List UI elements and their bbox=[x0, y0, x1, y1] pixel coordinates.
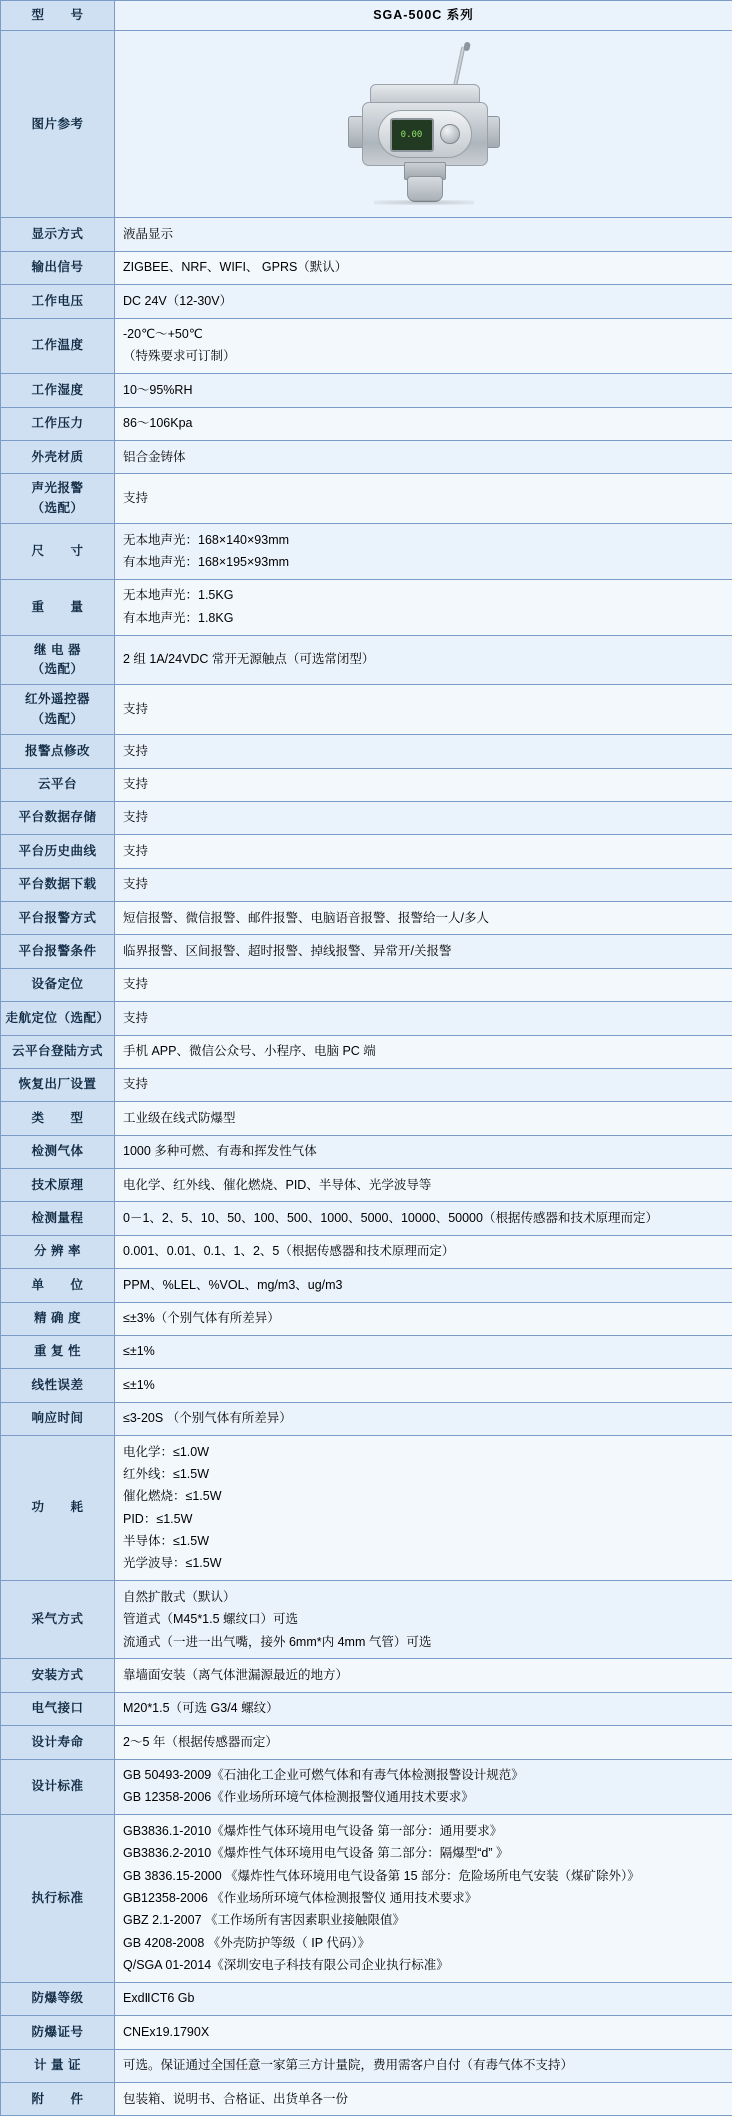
row-value bbox=[115, 835, 732, 868]
row-label: 安装方式 bbox=[1, 1659, 115, 1692]
row-value-line: M20*1.5（可选 G3/4 螺纹） bbox=[123, 1698, 724, 1720]
row-value bbox=[115, 2016, 732, 2049]
table-row bbox=[1, 635, 732, 685]
row-value-line: 红外线：≤1.5W bbox=[123, 1463, 724, 1485]
row-label: 工作压力 bbox=[1, 407, 115, 440]
row-value-line: ZIGBEE、NRF、WIFI、 GPRS（默认） bbox=[123, 257, 724, 279]
row-label: 外壳材质 bbox=[1, 441, 115, 474]
row-value bbox=[115, 935, 732, 968]
table-row bbox=[1, 1235, 732, 1268]
table-row bbox=[1, 1402, 732, 1435]
row-value-line: 86～106Kpa bbox=[123, 413, 724, 435]
row-value bbox=[115, 579, 732, 635]
row-value-model: SGA-500C 系列 bbox=[115, 1, 732, 31]
row-value-line: GB 12358-2006《作业场所环境气体检测报警仪通用技术要求》 bbox=[123, 1787, 724, 1809]
table-row bbox=[1, 1169, 732, 1202]
row-value bbox=[115, 1726, 732, 1759]
row-value-line: PID：≤1.5W bbox=[123, 1508, 724, 1530]
row-label: 平台报警方式 bbox=[1, 902, 115, 935]
row-value-line: 无本地声光：168×140×93mm bbox=[123, 529, 724, 551]
row-value-line: GBZ 2.1-2007 《工作场所有害因素职业接触限值》 bbox=[123, 1910, 724, 1932]
row-value-image bbox=[115, 31, 732, 218]
row-label: 防爆等级 bbox=[1, 1982, 115, 2015]
row-value-line: 工业级在线式防爆型 bbox=[123, 1107, 724, 1129]
row-value-line: GB12358-2006 《作业场所环境气体检测报警仪 通用技术要求》 bbox=[123, 1887, 724, 1909]
row-value-line: 短信报警、微信报警、邮件报警、电脑语音报警、报警给一人/多人 bbox=[123, 907, 724, 929]
row-value-line: 10～95%RH bbox=[123, 379, 724, 401]
row-label: 技术原理 bbox=[1, 1169, 115, 1202]
row-value-line: ≤±3%（个别气体有所差异） bbox=[123, 1308, 724, 1330]
row-value bbox=[115, 1035, 732, 1068]
row-value bbox=[115, 318, 732, 374]
table-row bbox=[1, 1002, 732, 1035]
row-label: 类 型 bbox=[1, 1102, 115, 1135]
row-value-line: GB3836.1-2010《爆炸性气体环境用电气设备 第一部分：通用要求》 bbox=[123, 1820, 724, 1842]
row-value-line: 液晶显示 bbox=[123, 223, 724, 245]
row-label: 显示方式 bbox=[1, 218, 115, 251]
row-label: 平台历史曲线 bbox=[1, 835, 115, 868]
row-value bbox=[115, 685, 732, 735]
row-value-line: 有本地声光：168×195×93mm bbox=[123, 552, 724, 574]
row-value-line: ≤3-20S （个别气体有所差异） bbox=[123, 1408, 724, 1430]
device-knob bbox=[440, 124, 460, 144]
table-row bbox=[1, 474, 732, 524]
row-label-image: 图片参考 bbox=[1, 31, 115, 218]
row-label: 采气方式 bbox=[1, 1581, 115, 1659]
row-value-line: ExdⅡCT6 Gb bbox=[123, 1988, 724, 2010]
row-value-line: GB 3836.15-2000 《爆炸性气体环境用电气设备第 15 部分：危险场所电气安装（煤矿除外）》 bbox=[123, 1865, 724, 1887]
table-row bbox=[1, 1982, 732, 2015]
row-label: 平台报警条件 bbox=[1, 935, 115, 968]
row-value bbox=[115, 374, 732, 407]
row-value-line: GB3836.2-2010《爆炸性气体环境用电气设备 第二部分：隔爆型“d” 》 bbox=[123, 1843, 724, 1865]
table-row bbox=[1, 285, 732, 318]
row-value bbox=[115, 1302, 732, 1335]
table-row bbox=[1, 1068, 732, 1101]
row-value bbox=[115, 1135, 732, 1168]
table-row bbox=[1, 1659, 732, 1692]
row-value-line: 0.001、0.01、0.1、1、2、5（根据传感器和技术原理而定） bbox=[123, 1241, 724, 1263]
table-row bbox=[1, 579, 732, 635]
table-row bbox=[1, 1369, 732, 1402]
row-value-line: 支持 bbox=[123, 1007, 724, 1029]
table-row bbox=[1, 902, 732, 935]
row-label: 重 量 bbox=[1, 579, 115, 635]
row-label: 云平台登陆方式 bbox=[1, 1035, 115, 1068]
row-value bbox=[115, 1202, 732, 1235]
row-value bbox=[115, 1369, 732, 1402]
row-value-line: 支持 bbox=[123, 874, 724, 896]
row-value-line: 管道式（M45*1.5 螺纹口）可选 bbox=[123, 1609, 724, 1631]
row-value bbox=[115, 1436, 732, 1581]
row-value-line: 有本地声光：1.8KG bbox=[123, 607, 724, 629]
row-value bbox=[115, 1269, 732, 1302]
table-row bbox=[1, 407, 732, 440]
row-value-line: 支持 bbox=[123, 740, 724, 762]
table-row bbox=[1, 735, 732, 768]
row-label: 单 位 bbox=[1, 1269, 115, 1302]
row-value bbox=[115, 635, 732, 685]
row-value-line: 半导体：≤1.5W bbox=[123, 1531, 724, 1553]
table-row bbox=[1, 2016, 732, 2049]
row-value bbox=[115, 1102, 732, 1135]
row-value-line: 靠墙面安装（离气体泄漏源最近的地方） bbox=[123, 1664, 724, 1686]
row-label: 计 量 证 bbox=[1, 2049, 115, 2082]
row-label: 精 确 度 bbox=[1, 1302, 115, 1335]
row-value-line: （特殊要求可订制） bbox=[123, 346, 724, 368]
row-label: 检测气体 bbox=[1, 1135, 115, 1168]
row-value-line: ≤±1% bbox=[123, 1341, 724, 1363]
row-value bbox=[115, 524, 732, 580]
table-row bbox=[1, 768, 732, 801]
row-value bbox=[115, 474, 732, 524]
row-value bbox=[115, 1692, 732, 1725]
row-value-line: CNEx19.1790X bbox=[123, 2021, 724, 2043]
table-row bbox=[1, 1726, 732, 1759]
row-label: 电气接口 bbox=[1, 1692, 115, 1725]
row-value bbox=[115, 1002, 732, 1035]
table-row bbox=[1, 868, 732, 901]
table-row bbox=[1, 441, 732, 474]
row-label-model: 型 号 bbox=[1, 1, 115, 31]
row-label: 报警点修改 bbox=[1, 735, 115, 768]
row-value-line: 支持 bbox=[123, 807, 724, 829]
row-label: 防爆证号 bbox=[1, 2016, 115, 2049]
row-value bbox=[115, 968, 732, 1001]
row-value bbox=[115, 801, 732, 834]
row-label: 工作电压 bbox=[1, 285, 115, 318]
table-row bbox=[1, 1302, 732, 1335]
row-value bbox=[115, 1169, 732, 1202]
row-value bbox=[115, 735, 732, 768]
row-label: 附 件 bbox=[1, 2083, 115, 2116]
row-value-line: -20℃～+50℃ bbox=[123, 324, 724, 346]
row-label: 工作湿度 bbox=[1, 374, 115, 407]
table-row bbox=[1, 935, 732, 968]
table-row bbox=[1, 685, 732, 735]
table-row bbox=[1, 801, 732, 834]
row-value-line: ≤±1% bbox=[123, 1374, 724, 1396]
row-value-line: GB 50493-2009《石油化工企业可燃气体和有毒气体检测报警设计规范》 bbox=[123, 1765, 724, 1787]
row-label: 尺 寸 bbox=[1, 524, 115, 580]
row-label: 检测量程 bbox=[1, 1202, 115, 1235]
row-value-line: 自然扩散式（默认） bbox=[123, 1586, 724, 1608]
row-label: 声光报警 （选配） bbox=[1, 474, 115, 524]
row-label: 执行标准 bbox=[1, 1815, 115, 1983]
row-label: 云平台 bbox=[1, 768, 115, 801]
row-value-line: 无本地声光：1.5KG bbox=[123, 585, 724, 607]
row-value-line: 电化学、红外线、催化燃烧、PID、半导体、光学波导等 bbox=[123, 1174, 724, 1196]
table-row bbox=[1, 1436, 732, 1581]
row-value bbox=[115, 1068, 732, 1101]
table-row bbox=[1, 2083, 732, 2116]
row-label: 设计寿命 bbox=[1, 1726, 115, 1759]
row-value-line: GB 4208-2008 《外壳防护等级（ IP 代码）》 bbox=[123, 1932, 724, 1954]
row-label: 重 复 性 bbox=[1, 1335, 115, 1368]
screen-reading: 0.00 bbox=[392, 120, 432, 150]
row-value bbox=[115, 768, 732, 801]
row-label: 线性误差 bbox=[1, 1369, 115, 1402]
table-row bbox=[1, 1269, 732, 1302]
row-value-line: 流通式（一进一出气嘴，接外 6mm*内 4mm 气管）可选 bbox=[123, 1631, 724, 1653]
row-label: 平台数据存储 bbox=[1, 801, 115, 834]
row-value bbox=[115, 1982, 732, 2015]
row-label: 平台数据下载 bbox=[1, 868, 115, 901]
row-value-line: 手机 APP、微信公众号、小程序、电脑 PC 端 bbox=[123, 1041, 724, 1063]
row-value-line: 2 组 1A/24VDC 常开无源触点（可选常闭型） bbox=[123, 649, 724, 671]
row-label: 恢复出厂设置 bbox=[1, 1068, 115, 1101]
row-value-line: 0－1、2、5、10、50、100、500、1000、5000、10000、50000（根据传感器和技术原理而定） bbox=[123, 1207, 724, 1229]
row-value bbox=[115, 2049, 732, 2082]
row-value bbox=[115, 1235, 732, 1268]
row-value bbox=[115, 1815, 732, 1983]
table-row bbox=[1, 1202, 732, 1235]
table-row bbox=[1, 1135, 732, 1168]
table-row bbox=[1, 835, 732, 868]
table-row-model bbox=[1, 1, 732, 31]
table-row bbox=[1, 374, 732, 407]
row-value-line: 电化学：≤1.0W bbox=[123, 1441, 724, 1463]
row-value-line: 2～5 年（根据传感器而定） bbox=[123, 1731, 724, 1753]
row-value-line: 铝合金铸体 bbox=[123, 446, 724, 468]
drop-shadow bbox=[374, 200, 474, 205]
row-label: 设备定位 bbox=[1, 968, 115, 1001]
row-value-line: 支持 bbox=[123, 974, 724, 996]
row-value-line: Q/SGA 01-2014《深圳安电子科技有限公司企业执行标准》 bbox=[123, 1955, 724, 1977]
row-label: 走航定位（选配） bbox=[1, 1002, 115, 1035]
row-label: 工作温度 bbox=[1, 318, 115, 374]
row-value-line: 1000 多种可燃、有毒和挥发性气体 bbox=[123, 1141, 724, 1163]
row-value bbox=[115, 868, 732, 901]
table-row bbox=[1, 968, 732, 1001]
row-label: 功 耗 bbox=[1, 1436, 115, 1581]
row-value-line: 支持 bbox=[123, 488, 724, 510]
row-label: 红外遥控器 （选配） bbox=[1, 685, 115, 735]
row-value-line: 可选。保证通过全国任意一家第三方计量院，费用需客户自付（有毒气体不支持） bbox=[123, 2055, 724, 2077]
row-label: 输出信号 bbox=[1, 251, 115, 284]
row-value bbox=[115, 1402, 732, 1435]
table-row-image bbox=[1, 31, 732, 218]
row-value bbox=[115, 441, 732, 474]
row-value bbox=[115, 285, 732, 318]
row-value bbox=[115, 2083, 732, 2116]
table-row bbox=[1, 1102, 732, 1135]
row-value-line: 催化燃烧：≤1.5W bbox=[123, 1486, 724, 1508]
row-value bbox=[115, 902, 732, 935]
antenna-tip-icon bbox=[463, 41, 471, 51]
table-row bbox=[1, 1815, 732, 1983]
gas-detector-image bbox=[304, 40, 544, 205]
row-value-line: 临界报警、区间报警、超时报警、掉线报警、异常开/关报警 bbox=[123, 940, 724, 962]
device-screen bbox=[390, 118, 434, 152]
row-value-line: 支持 bbox=[123, 1074, 724, 1096]
table-row bbox=[1, 1335, 732, 1368]
table-row bbox=[1, 1759, 732, 1815]
row-value bbox=[115, 1335, 732, 1368]
table-row bbox=[1, 1692, 732, 1725]
row-label: 设计标准 bbox=[1, 1759, 115, 1815]
row-label: 分 辨 率 bbox=[1, 1235, 115, 1268]
row-value-line: 光学波导：≤1.5W bbox=[123, 1553, 724, 1575]
row-value-line: 支持 bbox=[123, 699, 724, 721]
table-row bbox=[1, 524, 732, 580]
table-row bbox=[1, 251, 732, 284]
row-value bbox=[115, 218, 732, 251]
row-value-line: DC 24V（12-30V） bbox=[123, 290, 724, 312]
row-value-line: 支持 bbox=[123, 774, 724, 796]
row-value-line: PPM、%LEL、%VOL、mg/m3、ug/m3 bbox=[123, 1274, 724, 1296]
row-label: 响应时间 bbox=[1, 1402, 115, 1435]
table-row bbox=[1, 1581, 732, 1659]
row-value-line: 包装箱、说明书、合格证、出货单各一份 bbox=[123, 2088, 724, 2110]
table-row bbox=[1, 2049, 732, 2082]
table-row bbox=[1, 318, 732, 374]
row-label: 继 电 器 （选配） bbox=[1, 635, 115, 685]
table-row bbox=[1, 1035, 732, 1068]
row-value-line: 支持 bbox=[123, 840, 724, 862]
row-value bbox=[115, 1659, 732, 1692]
row-value bbox=[115, 1581, 732, 1659]
table-row bbox=[1, 218, 732, 251]
row-value bbox=[115, 251, 732, 284]
sensor-head bbox=[407, 176, 443, 202]
row-value bbox=[115, 1759, 732, 1815]
row-value bbox=[115, 407, 732, 440]
